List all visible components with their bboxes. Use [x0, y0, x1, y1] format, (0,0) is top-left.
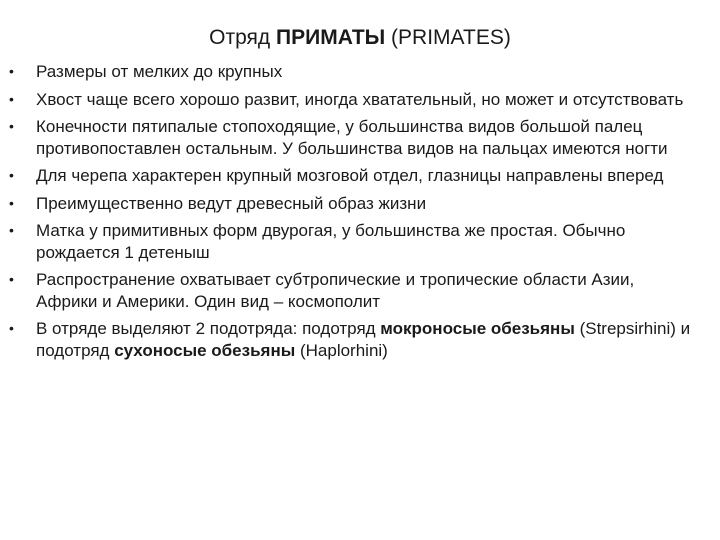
- bullet-text: Размеры от мелких до крупных: [36, 62, 283, 81]
- bullet-text: Распространение охватывает субтропические и тропические области Азии, Африки и Америки. Один вид – космополит: [36, 270, 635, 311]
- bullet-item: [0, 193, 720, 215]
- suborder-strepsirhini-name: мокроносые обезьяны: [380, 319, 575, 338]
- suborders-intro: В отряде выделяют 2 подотряда: подотряд: [36, 319, 381, 338]
- bullet-marker: •: [9, 63, 14, 79]
- bullet-marker: •: [9, 194, 14, 211]
- bullet-item: [0, 220, 720, 263]
- bullet-text: Для черепа характерен крупный мозговой отдел, глазницы направлены вперед: [36, 166, 664, 185]
- bullet-marker: •: [9, 271, 14, 287]
- bullet-marker: •: [9, 167, 14, 183]
- bullet-text: [36, 319, 690, 360]
- suborders-middle: (Strepsirhini) и подотряд: [36, 319, 691, 360]
- bullet-item-suborders: [0, 318, 720, 361]
- bullet-text: Преимущественно ведут древесный образ жизни: [36, 193, 427, 213]
- bullet-marker: •: [9, 90, 14, 107]
- title-order-name: ПРИМАТЫ: [276, 26, 386, 49]
- bullet-item: [0, 269, 720, 312]
- slide-title: [0, 24, 720, 52]
- bullet-text: Матка у примитивных форм двурогая, у большинства же простая. Обычно рождается 1 детеныш: [36, 221, 626, 262]
- bullet-item: [0, 116, 720, 159]
- bullet-text: Хвост чаще всего хорошо развит, иногда хватательный, но может и отсутствовать: [36, 89, 684, 109]
- title-suffix: (PRIMATES): [385, 26, 511, 49]
- bullet-item: [0, 89, 720, 111]
- bullet-marker: •: [9, 320, 14, 336]
- bullet-marker: •: [9, 118, 14, 134]
- bullet-text: Конечности пятипалые стопоходящие, у большинства видов большой палец противопоставлен остальным. У большинства видов на пальцах имеются ногти: [36, 117, 668, 158]
- bullet-marker: •: [9, 222, 14, 238]
- bullet-list: [0, 61, 720, 367]
- suborders-end: (Haplorhini): [295, 340, 388, 360]
- title-prefix: Отряд: [209, 26, 277, 49]
- suborder-haplorhini-name: сухоносые обезьяны: [114, 340, 296, 360]
- bullet-item: [0, 61, 720, 83]
- bullet-item: [0, 165, 720, 187]
